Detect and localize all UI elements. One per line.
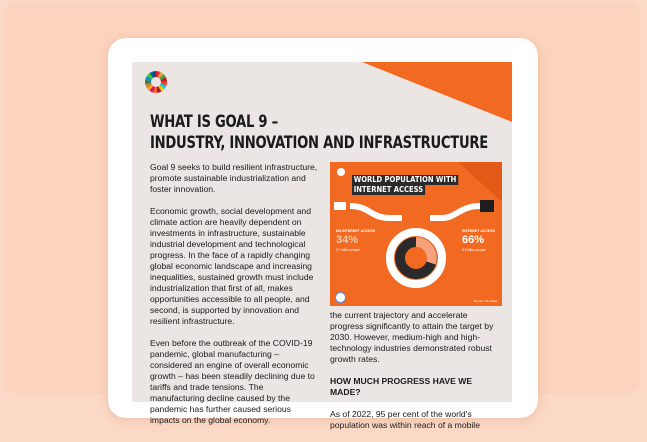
access-label: INTERNET ACCESS bbox=[462, 229, 495, 233]
page-title bbox=[150, 112, 489, 154]
no-access-value: 34% bbox=[336, 234, 359, 246]
right-column bbox=[330, 310, 502, 442]
body-paragraph: the current trajectory and accelerate progress significantly to attain the target by 2030. However, medium-high and high-technology industries demonstrated robust growth rates. bbox=[330, 310, 494, 364]
infographic-source: Source: ITU 2022 bbox=[473, 299, 497, 303]
body-paragraph: As of 2022, 95 per cent of the world's population was within reach of a mobile bbox=[330, 409, 481, 430]
internet-access-infographic bbox=[330, 162, 502, 306]
left-column bbox=[150, 162, 318, 437]
body-paragraph: Economic growth, social development and climate action are heavily dependent on investments in infrastructure, sustainable industrial development and technological progress. In the face of a rapidly changing global economic landscape and increasing inequalities, sustained growth must include industrialization that first of all, makes opportunities accessible to all people, and second, is supported by innovation and resilient infrastructure. bbox=[150, 206, 314, 326]
un-emblem-icon bbox=[335, 292, 346, 303]
title-line-1: WHAT IS GOAL 9 – bbox=[150, 112, 278, 132]
no-access-sub: 2.7 billion people bbox=[336, 248, 360, 252]
section-heading: HOW MUCH PROGRESS HAVE WE MADE? bbox=[330, 376, 473, 397]
no-access-label: NO INTERNET ACCESS bbox=[336, 229, 376, 233]
sdg-icon bbox=[337, 168, 345, 176]
cable-plug-icon bbox=[334, 202, 346, 210]
intro-paragraph: Goal 9 seeks to build resilient infrastructure, promote sustainable industrialization and foster innovation. bbox=[150, 162, 318, 194]
document-page[interactable] bbox=[132, 62, 512, 430]
access-sub: 5.3 billion people bbox=[462, 248, 486, 252]
title-line-2: INDUSTRY, INNOVATION AND INFRASTRUCTURE bbox=[150, 133, 489, 153]
infographic-title: WORLD POPULATION WITH INTERNET ACCESS bbox=[353, 175, 457, 194]
body-paragraph: Even before the outbreak of the COVID-19 pandemic, global manufacturing – considered an engine of overall economic growth – has been steadily declining due to tariffs and trade tensions. The manufacturing decline caused by the pandemic has further caused serious impacts on the global economy. bbox=[150, 338, 315, 425]
sdg-wheel-icon bbox=[145, 71, 167, 93]
access-value: 66% bbox=[462, 234, 485, 246]
ethernet-plug-icon bbox=[480, 200, 494, 212]
